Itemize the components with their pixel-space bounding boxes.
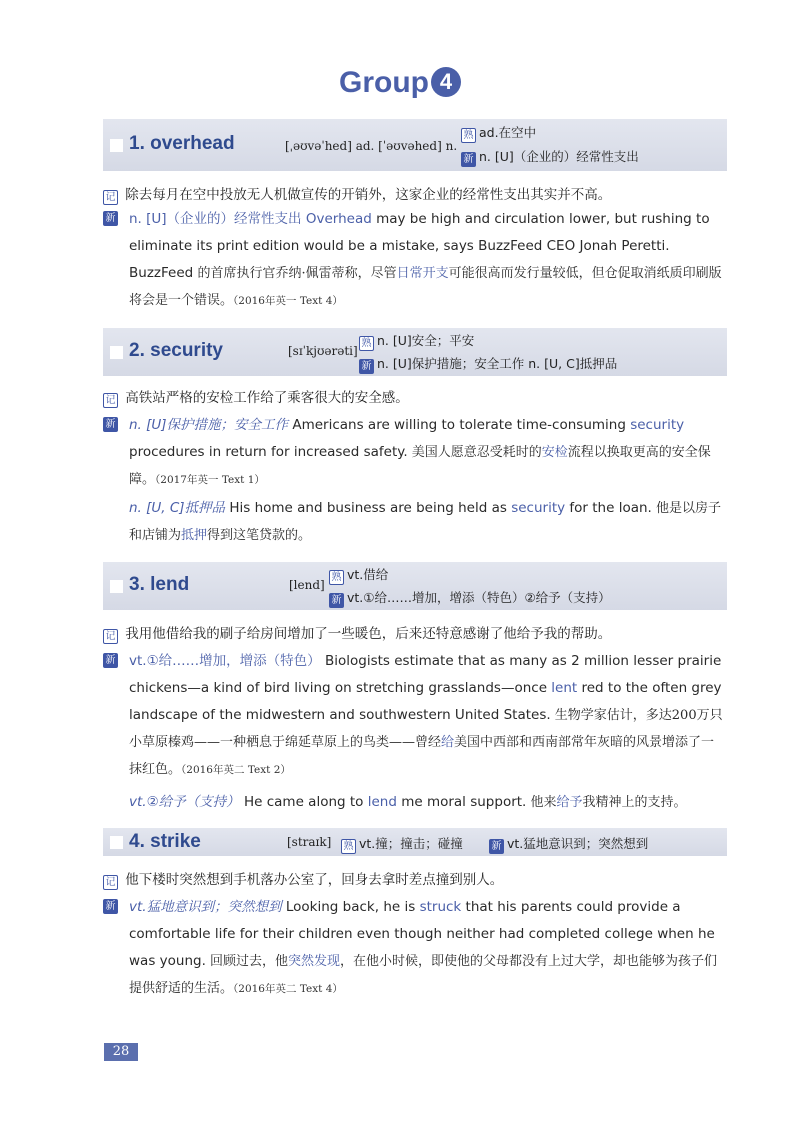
new-icon: 新 xyxy=(329,593,344,608)
familiar-icon: 熟 xyxy=(341,839,356,854)
title-text: Group xyxy=(339,66,429,99)
headword: 2. security xyxy=(129,340,223,361)
page-number: 28 xyxy=(104,1043,138,1061)
memo-line: 记 我用他借给我的刷子给房间增加了一些暖色，后来还特意感谢了他给予我的帮助。 xyxy=(103,622,743,644)
sense-familiar: 熟 vt.借给 xyxy=(329,565,388,585)
page-title xyxy=(0,66,800,100)
headword: 4. strike xyxy=(129,831,201,852)
example-block: 新 vt.①给……增加，增添（特色） Biologists estimate that as many as 2 million lesser prairie chickens—a kind of bird living on stretching grasslands—once lent red to the often grey landscape of the midwestern and southwestern United States. 生物学家估计，多达200万只小草原榛鸡——一种栖息于绵延草原上的鸟类——曾经给美国中西部和西南部常年灰暗的风景增添了一抹红色。（2016年英二 Text 2） xyxy=(129,648,725,784)
phonetic: [sɪˈkjʊərəti] xyxy=(288,344,358,358)
group-number-badge: 4 xyxy=(431,67,461,97)
new-icon: 新 xyxy=(103,899,118,914)
square-bullet-icon xyxy=(110,836,123,849)
sense-familiar: 熟 n. [U]安全；平安 xyxy=(359,331,474,351)
sense-familiar: 熟 vt.撞；撞击；碰撞 xyxy=(341,834,463,854)
example-block: n. [U, C]抵押品 His home and business are being held as security for the loan. 他是以房子和店铺为抵押得到这笔贷款的。 xyxy=(129,500,721,543)
memo-icon: 记 xyxy=(103,875,118,890)
familiar-icon: 熟 xyxy=(461,128,476,143)
phonetic: [lend] xyxy=(289,578,325,592)
headword: 1. overhead xyxy=(129,133,235,154)
entry-header-lend xyxy=(103,562,727,610)
entry-header-security xyxy=(103,328,727,376)
new-icon: 新 xyxy=(461,152,476,167)
sense-new: 新 n. [U]（企业的）经常性支出 xyxy=(461,147,639,167)
memo-icon: 记 xyxy=(103,629,118,644)
example-block: vt.②给予（支持） He came along to lend me moral support. 他来给予我精神上的支持。 xyxy=(129,794,687,810)
memo-icon: 记 xyxy=(103,190,118,205)
example-block: 新 vt.猛地意识到；突然想到 Looking back, he is struck that his parents could provide a comfortable life for their children even though neither had completed college when he was young. 回顾过去，他突然发现，在他小时候，即使他的父母都没有上过大学，却也能够为孩子们提供舒适的生活。（2016年英二 Text 4） xyxy=(129,894,725,1003)
sense-new: 新 vt.①给……增加，增添（特色）②给予（支持） xyxy=(329,588,611,608)
sense-new: 新 vt.猛地意识到；突然想到 xyxy=(489,834,648,854)
headword: 3. lend xyxy=(129,574,190,595)
example-block: 新 n. [U]（企业的）经常性支出 Overhead may be high and circulation lower, but rushing to eliminate its print edition would be a mistake, says BuzzFeed CEO Jonah Peretti. BuzzFeed 的首席执行官乔纳·佩雷蒂称，尽管日常开支可能很高而发行量较低，但仓促取消纸质印刷版将会是一个错误。（2016年英一 Text 4） xyxy=(129,206,725,315)
memo-line: 记 高铁站严格的安检工作给了乘客很大的安全感。 xyxy=(103,386,743,408)
memo-line: 记 除去每月在空中投放无人机做宣传的开销外，这家企业的经常性支出其实并不高。 xyxy=(103,183,743,205)
familiar-icon: 熟 xyxy=(329,570,344,585)
square-bullet-icon xyxy=(110,346,123,359)
phonetic: [straɪk] xyxy=(287,835,332,849)
entry-header-strike xyxy=(103,828,727,856)
new-icon: 新 xyxy=(103,211,118,226)
sense-new: 新 n. [U]保护措施；安全工作 n. [U, C]抵押品 xyxy=(359,354,617,374)
square-bullet-icon xyxy=(110,580,123,593)
new-icon: 新 xyxy=(359,359,374,374)
sense-familiar: 熟 ad.在空中 xyxy=(461,123,536,143)
square-bullet-icon xyxy=(110,139,123,152)
memo-line: 记 他下楼时突然想到手机落办公室了，回身去拿时差点撞到别人。 xyxy=(103,868,743,890)
memo-icon: 记 xyxy=(103,393,118,408)
new-icon: 新 xyxy=(103,417,118,432)
example-block: 新 n. [U]保护措施；安全工作 Americans are willing to tolerate time-consuming security procedures in return for increased safety. 美国人愿意忍受耗时的安检流程以换取更高的安全保障。（2017年英一 Text 1） xyxy=(129,412,725,494)
new-icon: 新 xyxy=(489,839,504,854)
familiar-icon: 熟 xyxy=(359,336,374,351)
new-icon: 新 xyxy=(103,653,118,668)
entry-header-overhead xyxy=(103,119,727,171)
phonetic: [ˌəʊvəˈhed] ad. [ˈəʊvəhed] n. xyxy=(285,139,458,153)
